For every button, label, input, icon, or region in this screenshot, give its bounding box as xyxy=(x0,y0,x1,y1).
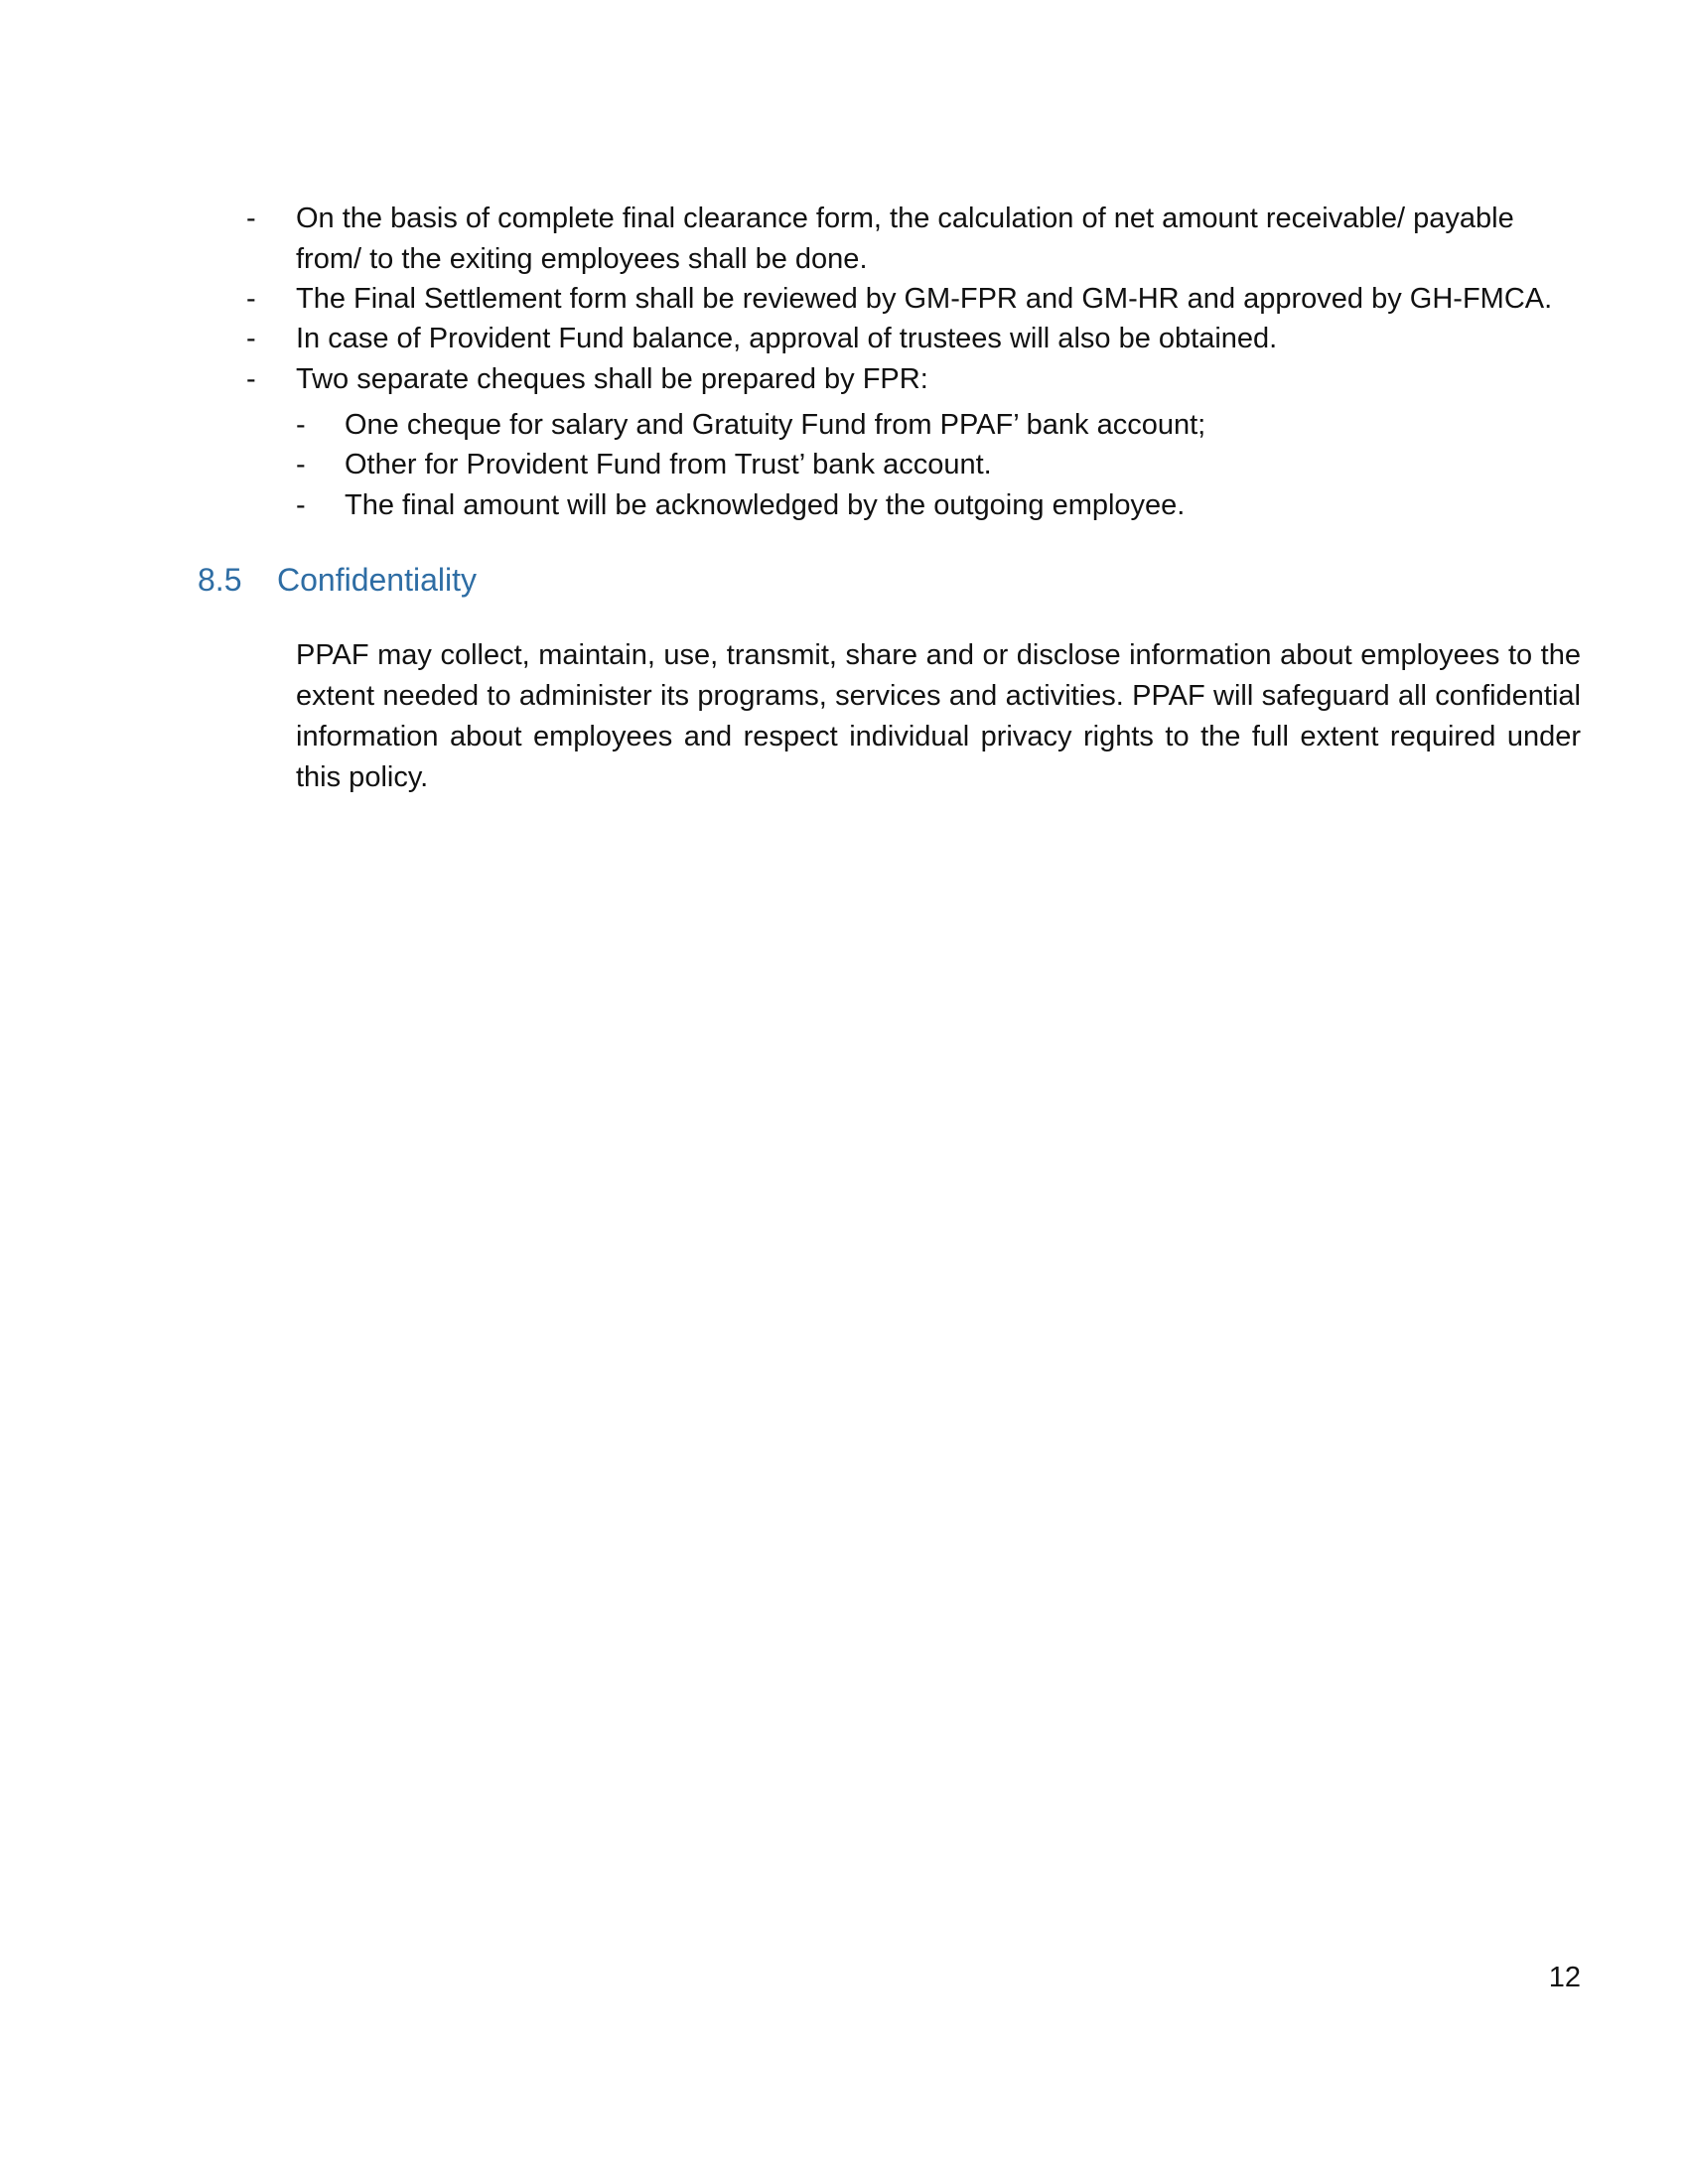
list-item xyxy=(296,359,928,400)
sub-list-item-text: One cheque for salary and Gratuity Fund from PPAF’ bank account; xyxy=(345,409,1206,441)
sub-list-item xyxy=(345,405,1205,446)
list-item-text: Two separate cheques shall be prepared by FPR: xyxy=(296,363,928,395)
sub-bullet-marker: - xyxy=(296,489,306,521)
page-number: 12 xyxy=(1548,1962,1581,1993)
list-item-text: The Final Settlement form shall be reviewed by GM-FPR and GM-HR and approved by GH-FMCA. xyxy=(296,283,1553,315)
bullet-marker: - xyxy=(246,203,256,234)
list-item xyxy=(296,199,1514,280)
bullet-marker: - xyxy=(246,323,256,354)
bullet-marker: - xyxy=(246,283,256,315)
section-number: 8.5 xyxy=(198,562,242,598)
sub-list-item-text: Other for Provident Fund from Trust’ bank account. xyxy=(345,449,992,480)
sub-bullet-marker: - xyxy=(296,409,306,441)
list-item xyxy=(296,279,1552,320)
list-item-text-continued: from/ to the exiting employees shall be done. xyxy=(296,243,868,275)
section-title: Confidentiality xyxy=(277,562,477,598)
sub-list-item-text: The final amount will be acknowledged by the outgoing employee. xyxy=(345,489,1186,521)
bullet-marker: - xyxy=(246,363,256,395)
list-item xyxy=(296,319,1277,359)
sub-list-item xyxy=(345,445,992,485)
sub-list-item xyxy=(345,485,1185,526)
list-item-text: In case of Provident Fund balance, approval of trustees will also be obtained. xyxy=(296,323,1278,354)
section-paragraph: PPAF may collect, maintain, use, transmit, share and or disclose information about employees to the extent needed to administer its programs, services and activities. PPAF will safeguard all confidential information about employees and respect individual privacy rights to the full extent required under this policy. xyxy=(296,639,1581,793)
list-item-text: On the basis of complete final clearance form, the calculation of net amount receivable/ payable xyxy=(296,203,1514,234)
sub-bullet-marker: - xyxy=(296,449,306,480)
